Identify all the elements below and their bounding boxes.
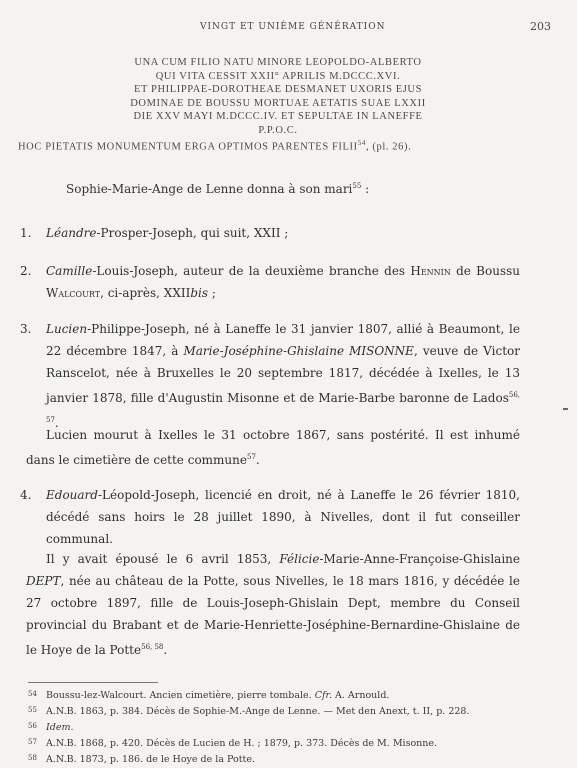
given-name: Lucien xyxy=(46,322,88,336)
spouse-surname: DEPT xyxy=(26,574,61,588)
spouse-surname: MISONNE xyxy=(349,344,414,358)
footnote: 57 A.N.B. 1868, p. 420. Décès de Lucien de H. ; 1879, p. 373. Décès de M. Misonne. xyxy=(28,735,528,751)
epitaph-line: P.P.O.C. xyxy=(258,124,298,136)
entry-number: 4. xyxy=(20,488,32,502)
footnote-number: 56 xyxy=(28,722,37,730)
margin-mark xyxy=(563,408,568,410)
given-name: Camille xyxy=(46,264,93,278)
running-header: VINGT ET UNIÈME GÉNÉRATION xyxy=(200,22,386,32)
footnotes xyxy=(28,687,528,767)
footnote-number: 58 xyxy=(28,754,37,762)
intro-sentence: Sophie-Marie-Ange de Lenne donna à son mari$^{55}$ : xyxy=(66,182,370,196)
spouse-given-name: Marie-Joséphine-Ghislaine xyxy=(183,344,345,358)
footnote-ref: 56, 58 xyxy=(141,643,164,651)
given-name: Léandre xyxy=(46,226,97,240)
child-entry-1: 1. Léandre-Prosper-Joseph, qui suit, XXII ; xyxy=(20,222,520,244)
footnote: 54 Boussu-lez-Walcourt. Ancien cimetière, pierre tombale. Cfr. A. Arnould. xyxy=(28,687,528,703)
epitaph-last-line xyxy=(18,137,538,154)
plate-reference: , (pl. 26). xyxy=(365,141,412,153)
spouse-given-name: Félicie xyxy=(279,552,320,566)
place-name: Walcourt xyxy=(46,286,101,300)
surname: Hennin xyxy=(410,264,451,278)
footnote: 56 Idem. xyxy=(28,719,528,735)
epitaph-line: QUI VITA CESSIT XXII° APRILIS M.DCCC.XVI. xyxy=(155,70,401,82)
footnote-ref: 55 xyxy=(352,182,362,190)
footnote-number: 57 xyxy=(28,738,37,746)
entry-number: 1. xyxy=(20,226,32,240)
footnote-number: 54 xyxy=(28,690,37,698)
footnote: 58 A.N.B. 1873, p. 186. de le Hoye de la Potte. xyxy=(28,751,528,767)
lucien-death-paragraph: Lucien mourut à Ixelles le 31 octobre 1867, sans postérité. Il est inhumé dans le cimetière de cette commune$^{57}$. xyxy=(26,428,520,467)
footnote-ref: 57 xyxy=(247,453,256,461)
edouard-marriage-paragraph: Il y avait épousé le 6 avril 1853, Félicie-Marie-Anne-Françoise-Ghislaine DEPT, née au château de la Potte, sous Nivelles, le 18 mars 1816, y décédée le 27 octobre 1897, fille de Louis-Joseph-Ghislain Dept, membre du Conseil provincial du Brabant et de Marie-Henriette-Joséphine-Bernardine-Ghislaine de le Hoye de la Potte$^{56, 58}$. xyxy=(26,552,520,657)
footnote-ref: 54 xyxy=(357,139,366,147)
epitaph-line: DIE XXV MAYI M.DCCC.IV. ET SEPULTAE IN LANEFFE xyxy=(133,111,423,122)
epitaph-line: HOC PIETATIS MONUMENTUM ERGA OPTIMOS PARENTES FILII xyxy=(18,141,358,153)
footnote-number: 55 xyxy=(28,706,37,714)
epitaph-block xyxy=(18,56,538,154)
footnote: 55 A.N.B. 1863, p. 384. Décès de Sophie-M.-Ange de Lenne. — Met den Anext, t. II, p. 228. xyxy=(28,703,528,719)
epitaph-line: DOMINAE DE BOUSSU MORTUAE AETATIS SUAE LXXII xyxy=(130,97,426,109)
given-name: Edouard xyxy=(46,488,98,502)
child-entry-4: 4. Edouard-Léopold-Joseph, licencié en droit, né à Laneffe le 26 février 1810, décédé sans hoirs le 28 juillet 1890, à Nivelles, dont il fut conseiller communal. xyxy=(20,484,520,550)
epitaph-line: ET PHILIPPAE-DOROTHEAE DESMANET UXORIS EJUS xyxy=(133,84,423,95)
footnote-divider xyxy=(28,682,158,683)
child-entry-3: 3. Lucien-Philippe-Joseph, né à Laneffe le 31 janvier 1807, allié à Beaumont, le 22 décembre 1847, à Marie-Joséphine-Ghislaine MISONNE, veuve de Victor Ranscelot, née à Bruxelles le 20 septembre 1817, décédée à Ixelles, le 13 janvier 1878, fille d'Augustin Misonne et de Marie-Barbe baronne de Lados$^{56, 57}$. xyxy=(20,318,520,434)
footnote-ref: 56, 57 xyxy=(46,391,520,424)
page-number: 203 xyxy=(530,20,551,33)
epitaph-line: UNA CUM FILIO NATU MINORE LEOPOLDO-ALBERTO xyxy=(134,57,422,68)
bis-marker: bis xyxy=(190,286,209,300)
entry-number: 3. xyxy=(20,322,32,336)
child-entry-2: 2. Camille-Louis-Joseph, auteur de la deuxième branche des Hennin de Boussu Walcourt, ci-après, XXIIbis ; xyxy=(20,260,520,304)
entry-number: 2. xyxy=(20,264,32,278)
